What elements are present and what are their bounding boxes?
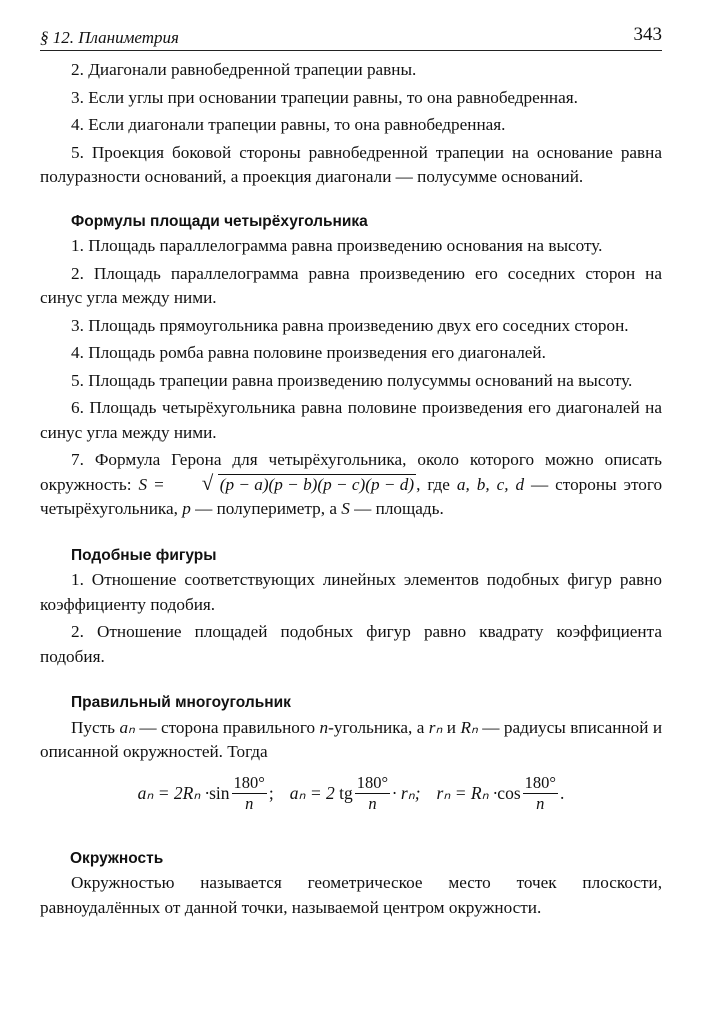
formula1-sin: sin (209, 783, 230, 804)
heron-radicand: (p − a)(p − b)(p − c)(p − d) (219, 474, 415, 494)
heron-text-mid: , где (416, 474, 450, 494)
similar-item-2: 2. Отношение площадей подобных фигур равно квадрату коэффициента подобия. (40, 622, 662, 666)
polygon-t2: — сторона правильного (139, 717, 316, 737)
area-item-5: 5. Площадь трапеции равна произведению полусуммы оснований на высоту. (71, 370, 633, 390)
polygon-t1: Пусть (71, 717, 115, 737)
circle-definition: Окружностью называется геометрическое место точек плоскости, равноудалённых от данной точки, называемой центром окружности. (40, 873, 662, 917)
area-item-6: 6. Площадь четырёхугольника равна половине произведения его диагоналей на синус угла между ними. (40, 398, 662, 442)
fraction-denominator: n (536, 794, 545, 813)
polygon-t5: — радиусы вписанной и описанной окружностей. Тогда (40, 717, 663, 761)
fraction-denominator: n (368, 794, 377, 813)
trapezoid-item-3: 3. Если углы при основании трапеции равны, то она равнобедренная. (71, 87, 578, 107)
fraction-numerator: 180° (524, 773, 556, 792)
formula1-sep: ; (268, 783, 274, 804)
similar-heading: Подобные фигуры (71, 546, 217, 564)
formula2-lhs: aₙ = 2 (289, 783, 335, 804)
area-item-3: 3. Площадь прямоугольника равна произведению двух его соседних сторон. (71, 315, 629, 335)
heron-text-before: 7. Формула Герона для четырёхугольника, около которого можно описать окружность: (40, 450, 662, 494)
area-heading: Формулы площади четырёхугольника (71, 212, 368, 230)
polygon-Rn: Rₙ (460, 717, 478, 737)
heron-p: p (182, 499, 191, 518)
running-header (40, 24, 662, 51)
fraction-numerator: 180° (233, 773, 265, 792)
circle-heading: Окружность (70, 849, 164, 867)
polygon-t4: и (446, 717, 456, 737)
formula3-fraction (523, 773, 558, 814)
area-item-1: 1. Площадь параллелограмма равна произведению основания на высоту. (71, 236, 603, 255)
heron-text-end: — площадь. (354, 499, 444, 518)
radical-sign-icon: √ (201, 470, 214, 495)
formula3-lhs: rₙ = Rₙ · (436, 783, 498, 804)
heron-eq: = (154, 474, 164, 494)
polygon-an: aₙ (119, 717, 135, 737)
heron-lhs: S (138, 474, 148, 494)
trapezoid-item-2: 2. Диагонали равнобедренной трапеции равны. (71, 60, 417, 79)
heron-vars: a, b, c, d (456, 474, 525, 494)
section-title: § 12. Планиметрия (40, 28, 179, 47)
formula2-tg: tg (339, 783, 353, 804)
fraction-denominator: n (245, 794, 254, 813)
polygon-intro (40, 716, 662, 765)
heron-text-mid2: — стороны этого четырёхугольника, (40, 474, 663, 518)
formula2-fraction (355, 773, 390, 814)
polygon-n: n (319, 717, 329, 737)
heron-sqrt (171, 470, 416, 498)
formula3-end: . (559, 783, 565, 804)
similar-item-1: 1. Отношение соответствующих линейных элементов подобных фигур равно коэффициенту подобия. (40, 570, 662, 614)
page-content (40, 58, 662, 920)
formula1-fraction (232, 773, 267, 814)
area-item-7-heron (40, 448, 662, 522)
polygon-t3: -угольника, а (328, 717, 425, 737)
area-item-4: 4. Площадь ромба равна половине произведения его диагоналей. (71, 343, 546, 362)
polygon-heading: Правильный многоугольник (71, 694, 291, 711)
fraction-numerator: 180° (356, 773, 389, 792)
polygon-formulas (40, 767, 662, 821)
heron-s: S (341, 499, 350, 518)
formula2-rhs: · rₙ; (392, 783, 421, 804)
trapezoid-item-5: 5. Проекция боковой стороны равнобедренной трапеции на основание равна полуразности оснований, а проекция диагонали — полусумме оснований. (40, 142, 662, 186)
page-number: 343 (633, 24, 662, 45)
trapezoid-item-4: 4. Если диагонали трапеции равны, то она равнобедренная. (71, 115, 506, 134)
formula1-lhs: aₙ = 2Rₙ · (137, 783, 210, 804)
heron-text-mid3: — полупериметр, а (195, 499, 337, 518)
area-item-2: 2. Площадь параллелограмма равна произведению его соседних сторон на синус угла между ними. (40, 263, 662, 307)
polygon-rn: rₙ (428, 717, 443, 737)
formula3-cos: cos (497, 783, 521, 804)
